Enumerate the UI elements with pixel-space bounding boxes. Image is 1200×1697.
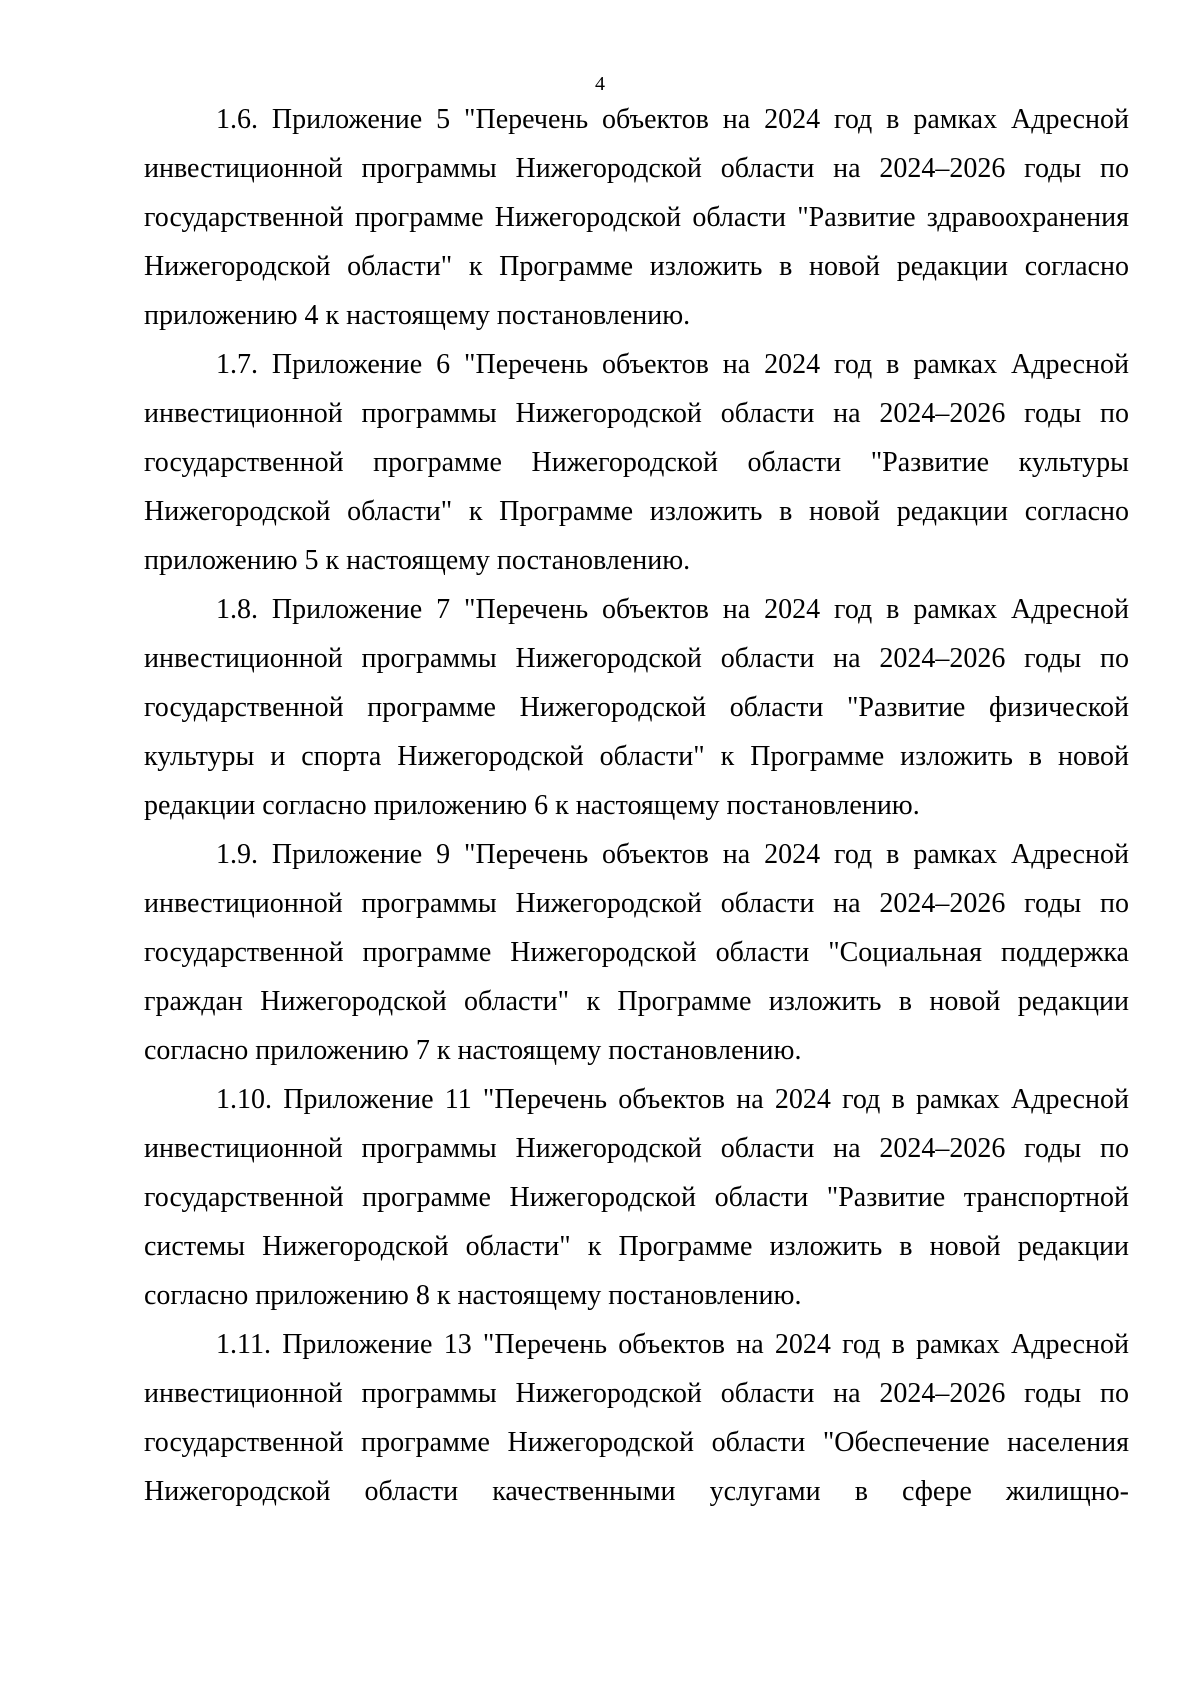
paragraph-1-7: 1.7. Приложение 6 "Перечень объектов на 2024 год в рамках Адресной инвестиционной программы Нижегородской области на 2024–2026 годы по государственной программе Нижегородской области "Развитие культуры Нижегородской области" к Программе изложить в новой редакции согласно приложению 5 к настоящему постановлению. bbox=[144, 349, 1129, 576]
page-number: 4 bbox=[595, 73, 605, 95]
paragraph-1-6: 1.6. Приложение 5 "Перечень объектов на 2024 год в рамках Адресной инвестиционной программы Нижегородской области на 2024–2026 годы по государственной программе Нижегородской области "Развитие здравоохранения Нижегородской области" к Программе изложить в новой редакции согласно приложению 4 к настоящему постановлению. bbox=[144, 104, 1129, 331]
paragraph-1-10: 1.10. Приложение 11 "Перечень объектов на 2024 год в рамках Адресной инвестиционной программы Нижегородской области на 2024–2026 годы по государственной программе Нижегородской области "Развитие транспортной системы Нижегородской области" к Программе изложить в новой редакции согласно приложению 8 к настоящему постановлению. bbox=[144, 1084, 1129, 1311]
paragraph-1-9: 1.9. Приложение 9 "Перечень объектов на 2024 год в рамках Адресной инвестиционной программы Нижегородской области на 2024–2026 годы по государственной программе Нижегородской области "Социальная поддержка граждан Нижегородской области" к Программе изложить в новой редакции согласно приложению 7 к настоящему постановлению. bbox=[144, 839, 1129, 1066]
paragraph-1-11: 1.11. Приложение 13 "Перечень объектов на 2024 год в рамках Адресной инвестиционной программы Нижегородской области на 2024–2026 годы по государственной программе Нижегородской области "Обеспечение населения Нижегородской области качественными услугами в сфере жилищно- bbox=[144, 1329, 1129, 1507]
document-body bbox=[144, 95, 1129, 1516]
paragraph-1-8: 1.8. Приложение 7 "Перечень объектов на 2024 год в рамках Адресной инвестиционной программы Нижегородской области на 2024–2026 годы по государственной программе Нижегородской области "Развитие физической культуры и спорта Нижегородской области" к Программе изложить в новой редакции согласно приложению 6 к настоящему постановлению. bbox=[144, 594, 1129, 821]
